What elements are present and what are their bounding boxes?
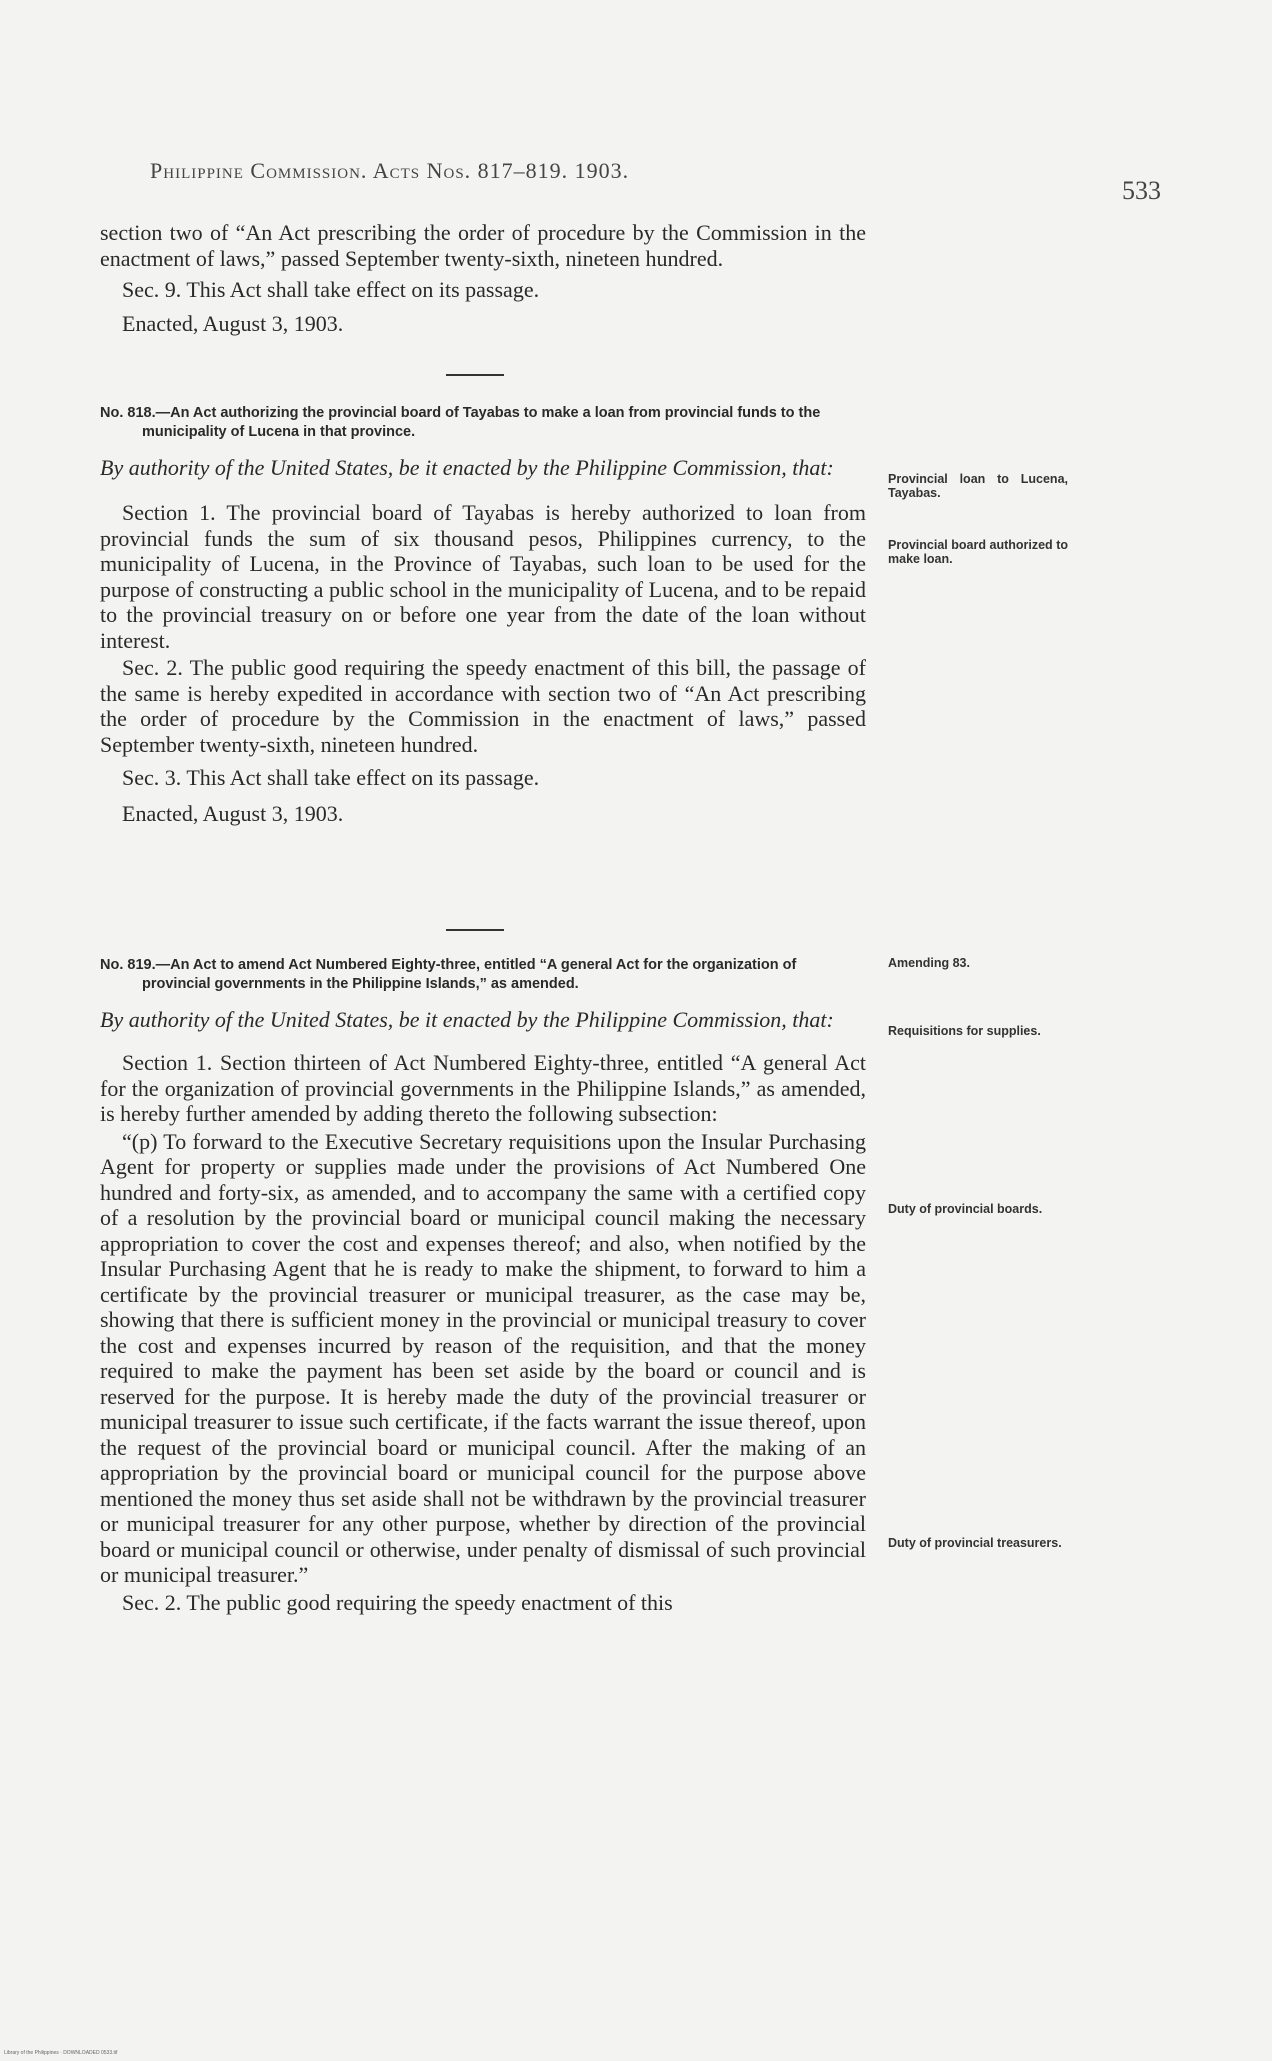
act-819-subsection-p: “(p) To forward to the Executive Secretary requisitions upon the Insular Purchasing Agent for property or supplies made under the provisions of Act Numbered One hundred and forty-six, as amended, and to accompany the same with a certified copy of a resolution by the provincial board or municipal council making the necessary appropriation to cover the cost and expenses thereof; and also, when notified by the Insular Purchasing Agent that he is ready to make the shipment, to forward to him a certificate by the provincial treasurer or municipal treasurer, as the case may be, showing that there is sufficient money in the provincial or municipal treasury to cover the cost and expenses incurred by reason of the requisition, and that the money required to make the payment has been set aside by the board or council and is reserved for the purpose. It is hereby made the duty of the provincial treasurer or municipal treasurer to issue such certificate, if the facts warrant the issue thereof, upon the request of the provincial board or municipal council. After the making of an appropriation by the provincial board or municipal council for the purpose above mentioned the money thus set aside shall not be withdrawn by the provincial treasurer or municipal treasurer for any other purpose, whether by direction of the provincial board or municipal council or otherwise, under penalty of dismissal of such provincial or municipal treasurer.” bbox=[100, 1128, 866, 1587]
act-817-enacted: Enacted, August 3, 1903. bbox=[122, 310, 344, 336]
margin-note: Provincial board authorized to make loan. bbox=[888, 538, 1068, 566]
act-817-sec9: Sec. 9. This Act shall take effect on its passage. bbox=[122, 277, 540, 302]
margin-note: Duty of provincial treasurers. bbox=[888, 1536, 1062, 1550]
margin-note: Duty of provincial boards. bbox=[888, 1202, 1043, 1216]
margin-note: Amending 83. bbox=[888, 956, 970, 970]
margin-note: Requisitions for supplies. bbox=[888, 1024, 1041, 1038]
act-818-authority: By authority of the United States, be it enacted by the Philippine Commission, that: bbox=[100, 455, 834, 480]
margin-note: Provincial loan to Lucena, Tayabas. bbox=[888, 472, 1068, 500]
act-819-authority: By authority of the United States, be it enacted by the Philippine Commission, that: bbox=[100, 1007, 834, 1032]
act-819 bbox=[100, 956, 866, 1615]
section-divider bbox=[446, 374, 504, 376]
page-number: 533 bbox=[1122, 176, 1161, 205]
act-818 bbox=[100, 404, 866, 826]
section-divider bbox=[446, 929, 504, 931]
act-818-section-3: Sec. 3. This Act shall take effect on its passage. bbox=[122, 765, 540, 790]
act-817-continuation: section two of “An Act prescribing the order of procedure by the Commission in the enactment of laws,” passed September twenty-sixth, nineteen hundred. bbox=[100, 220, 866, 271]
act-819-section-2: Sec. 2. The public good requiring the speedy enactment of this bbox=[122, 1589, 673, 1615]
act-817-end bbox=[100, 220, 866, 336]
running-header: Philippine Commission. Acts Nos. 817–819. 1903. bbox=[150, 158, 630, 183]
act-818-section-2: Sec. 2. The public good requiring the speedy enactment of this bill, the passage of the same is hereby expedited in accordance with section two of “An Act prescribing the order of procedure by the Commission in the enactment of laws,” passed September twenty-sixth, nineteen hundred. bbox=[100, 655, 866, 757]
act-819-section-1: Section 1. Section thirteen of Act Numbered Eighty-three, entitled “A general Act for the organization of provincial governments in the Philippine Islands,” as amended, is hereby further amended by adding thereto the following subsection: bbox=[100, 1050, 866, 1126]
act-818-section-1: Section 1. The provincial board of Tayabas is hereby authorized to loan from provincial funds the sum of six thousand pesos, Philippines currency, to the municipality of Lucena, in the Province of Tayabas, such loan to be used for the purpose of constructing a public school in the municipality of Lucena, and to be repaid to the provincial treasury on or before one year from the date of the loan without interest. bbox=[100, 500, 866, 653]
act-819-title: No. 819.—An Act to amend Act Numbered Eighty-three, entitled “A general Act for the organization of provincial governments in the Philippine Islands,” as amended. bbox=[100, 957, 797, 992]
scan-footer: Library of the Philippines · DOWNLOADED 0533.tif bbox=[4, 2050, 118, 2056]
act-818-enacted: Enacted, August 3, 1903. bbox=[122, 800, 344, 826]
act-818-title: No. 818.—An Act authorizing the provincial board of Tayabas to make a loan from provincial funds to the municipality of Lucena in that province. bbox=[100, 405, 821, 440]
